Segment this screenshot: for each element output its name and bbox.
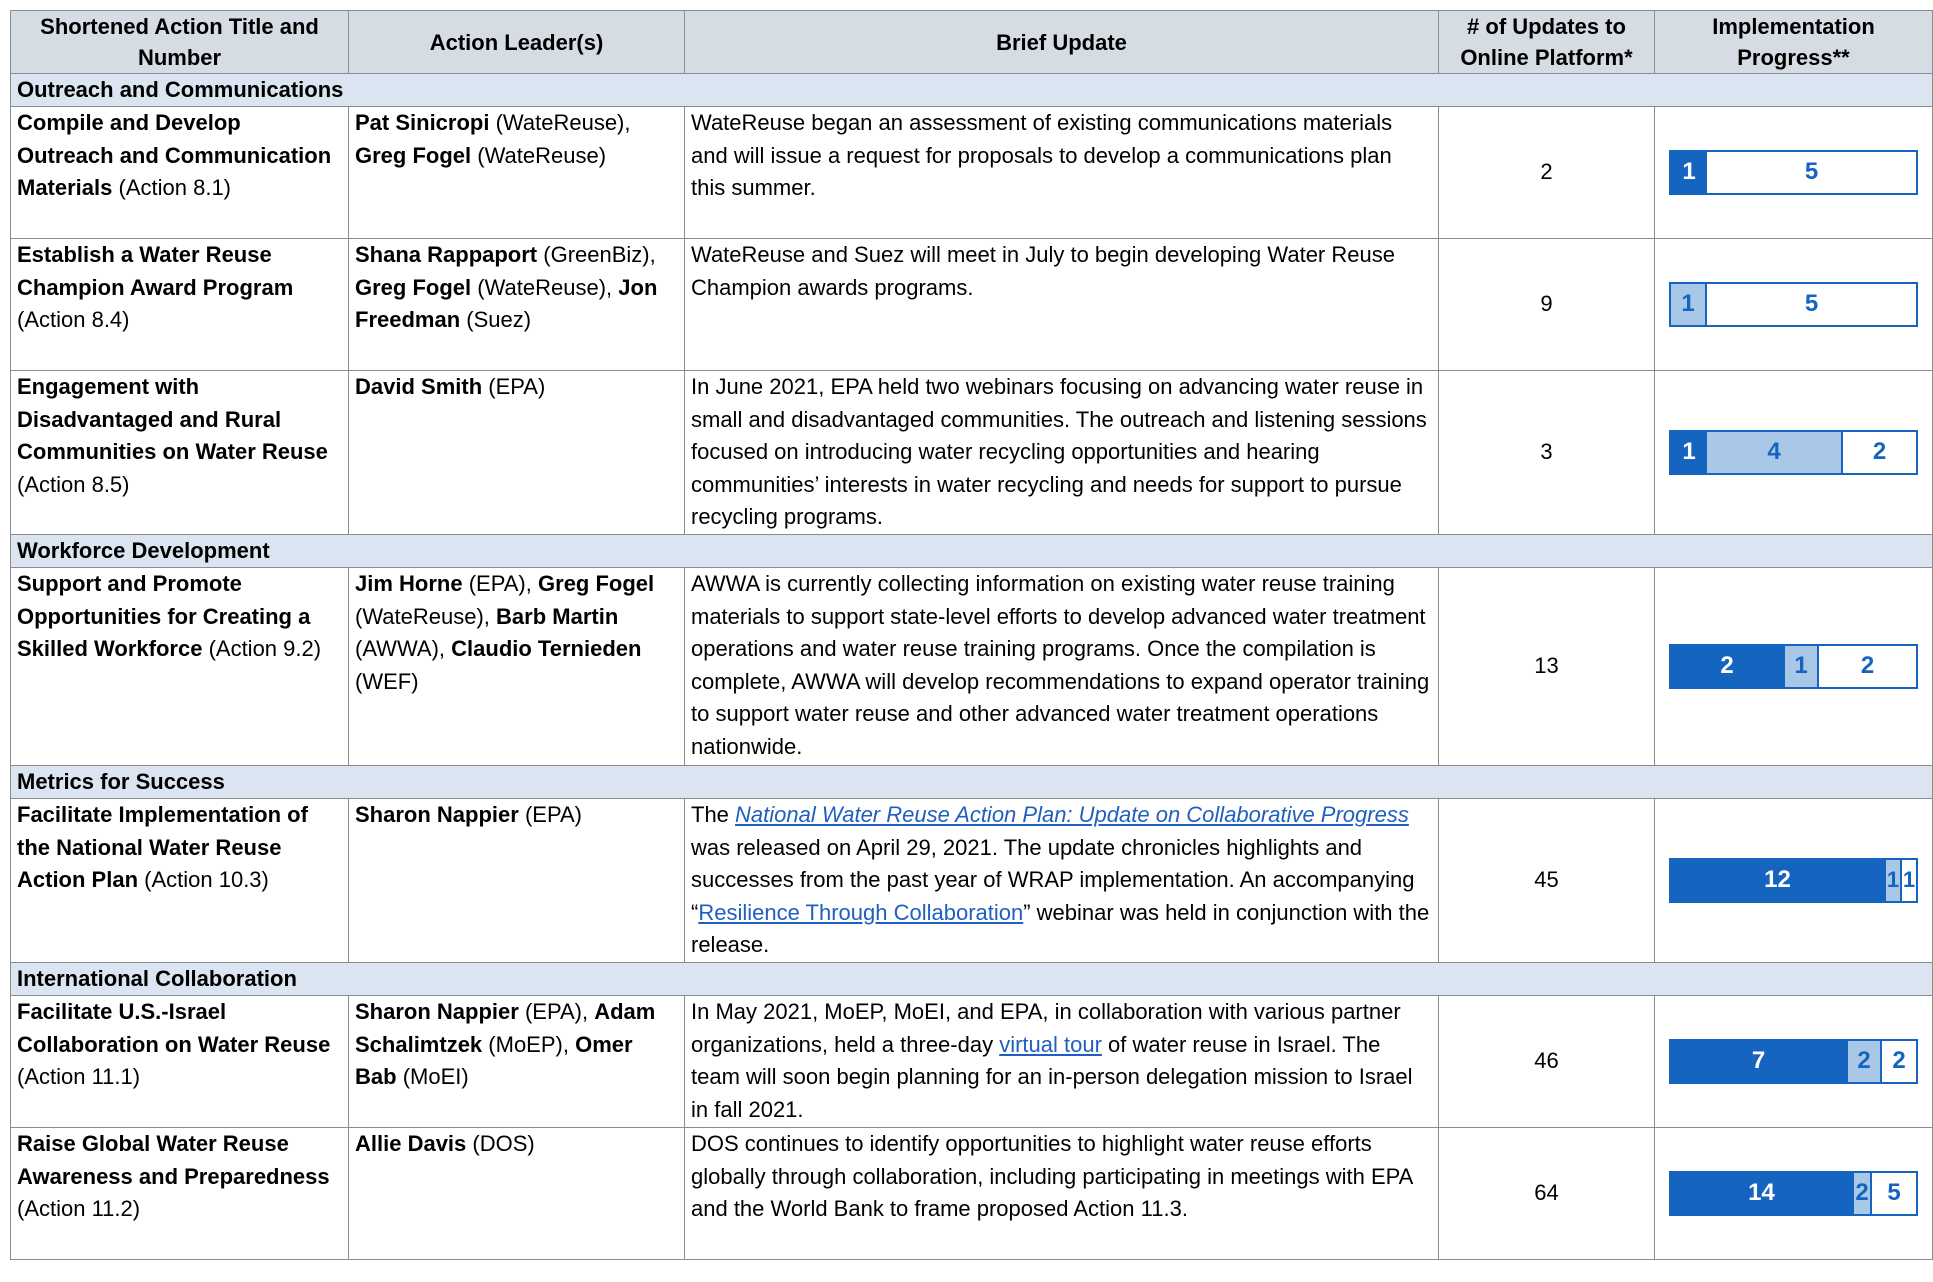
section-title: Outreach and Communications <box>11 74 1933 107</box>
link-virtual-tour[interactable]: virtual tour <box>999 1031 1102 1057</box>
progress-seg-notstarted: 2 <box>1819 646 1916 687</box>
action-number: (Action 10.3) <box>144 867 269 892</box>
leaders-cell <box>349 371 685 535</box>
leader-name: Barb Martin <box>496 603 619 629</box>
section-title: Metrics for Success <box>11 766 1933 799</box>
updates-count: 45 <box>1439 799 1655 963</box>
update-cell: WateReuse and Suez will meet in July to begin developing Water Reuse Champion awards programs. <box>685 239 1439 371</box>
leader-org: (WateReuse) <box>355 603 484 629</box>
action-number: (Action 11.1) <box>17 1064 141 1089</box>
progress-bar <box>1669 1171 1918 1216</box>
leader-org: (WEF) <box>355 668 419 694</box>
table-row <box>11 107 1933 239</box>
leader-org: (MoEI) <box>402 1064 469 1089</box>
header-row <box>11 11 1933 74</box>
update-cell: In June 2021, EPA held two webinars focusing on advancing water reuse in small and disadvantaged communities. The outreach and listening sessions focused on introducing water recycling opportunities and hearing communities’ interests in water recycling and needs for support to pursue recycling programs. <box>685 371 1439 535</box>
progress-seg-complete: 12 <box>1671 860 1884 901</box>
leader-name: David Smith <box>355 374 483 399</box>
update-cell: AWWA is currently collecting information on existing water reuse training materials to support state-level efforts to develop advanced water treatment operations and water reuse training programs. Once the compilation is complete, AWWA will develop recommendations to expand operator training to support water reuse and other advanced water treatment operations nationwide. <box>685 568 1439 766</box>
leader-org: (EPA) <box>468 571 526 596</box>
action-title-cell <box>11 371 349 535</box>
leaders-cell <box>349 107 685 239</box>
header-progress: Implementation Progress** <box>1655 11 1933 74</box>
action-title-cell <box>11 107 349 239</box>
leader-org: (EPA) <box>524 802 582 827</box>
progress-seg-complete: 1 <box>1671 432 1707 473</box>
progress-bar <box>1669 858 1918 903</box>
updates-count: 64 <box>1439 1128 1655 1260</box>
update-cell <box>685 996 1439 1128</box>
header-leaders: Action Leader(s) <box>349 11 685 74</box>
leaders-cell <box>349 799 685 963</box>
link-webinar[interactable]: Resilience Through Collaboration <box>698 899 1024 925</box>
table-row <box>11 1128 1933 1260</box>
progress-cell <box>1655 239 1933 371</box>
leader-name: Claudio Ternieden <box>451 636 642 661</box>
action-title-cell <box>11 239 349 371</box>
leader-name: Shana Rappaport <box>355 242 538 267</box>
progress-seg-notstarted: 5 <box>1707 284 1916 325</box>
leader-name: Sharon Nappier <box>355 999 519 1024</box>
leader-sep: , <box>649 242 656 267</box>
section-title: International Collaboration <box>11 963 1933 996</box>
updates-count: 3 <box>1439 371 1655 535</box>
update-text: ” webinar was held in conjunction with the release. <box>691 899 1430 957</box>
leader-name: Allie Davis <box>355 1131 467 1156</box>
leader-org: (WateReuse) <box>495 110 625 135</box>
progress-cell <box>1655 996 1933 1128</box>
progress-bar <box>1669 644 1918 689</box>
leader-sep: , <box>483 603 490 629</box>
action-title: Establish a Water Reuse Champion Award Program <box>17 242 294 300</box>
update-cell: DOS continues to identify opportunities to highlight water reuse efforts globally through collaboration, including participating in meetings with EPA and the World Bank to frame proposed Action 11.3. <box>685 1128 1439 1260</box>
action-number: (Action 9.2) <box>208 636 322 661</box>
wrap-progress-table <box>10 10 1933 1260</box>
progress-cell <box>1655 568 1933 766</box>
leader-name: Greg Fogel <box>355 274 472 300</box>
table-row <box>11 371 1933 535</box>
leader-org: (EPA) <box>488 374 546 399</box>
table-row <box>11 996 1933 1128</box>
update-cell <box>685 799 1439 963</box>
leader-org: (MoEP) <box>488 1031 563 1057</box>
action-title: Facilitate Implementation of the National Water Reuse Action Plan <box>17 802 308 892</box>
leader-org: (Suez) <box>466 307 532 332</box>
progress-seg-inprogress: 2 <box>1852 1173 1872 1214</box>
update-cell: WateReuse began an assessment of existing communications materials and will issue a request for proposals to develop a communications plan this summer. <box>685 107 1439 239</box>
progress-seg-notstarted: 1 <box>1902 860 1916 901</box>
leader-org: (WateReuse) <box>477 274 607 300</box>
updates-count: 2 <box>1439 107 1655 239</box>
header-count: # of Updates to Online Platform* <box>1439 11 1655 74</box>
section-row <box>11 74 1933 107</box>
progress-seg-complete: 2 <box>1671 646 1783 687</box>
leader-sep: , <box>624 110 631 135</box>
leader-name: Greg Fogel <box>538 571 655 596</box>
progress-seg-notstarted: 5 <box>1872 1173 1916 1214</box>
leader-name: Greg Fogel <box>355 142 472 168</box>
update-text: of water reuse in Israel. The team will soon begin planning for an in-person delegation mission to Israel in fall 2021. <box>691 1031 1413 1122</box>
progress-seg-inprogress: 1 <box>1884 860 1902 901</box>
update-text: The <box>691 802 736 827</box>
action-title-cell <box>11 1128 349 1260</box>
section-title: Workforce Development <box>11 535 1933 568</box>
leader-org: (EPA) <box>524 999 582 1024</box>
leader-org: (GreenBiz) <box>543 242 650 267</box>
leader-name: Adam Schalimtzek <box>355 999 656 1057</box>
progress-seg-complete: 7 <box>1671 1041 1846 1082</box>
progress-bar <box>1669 1039 1918 1084</box>
link-wrap-update-report[interactable]: National Water Reuse Action Plan: Update on Collaborative Progress <box>735 802 1409 827</box>
progress-seg-inprogress: 2 <box>1846 1041 1882 1082</box>
leader-name: Pat Sinicropi <box>355 110 490 135</box>
leader-sep: , <box>606 274 613 300</box>
action-title: Support and Promote Opportunities for Creating a Skilled Workforce <box>17 571 311 661</box>
progress-seg-complete: 14 <box>1671 1173 1852 1214</box>
update-text: In May 2021, MoEP, MoEI, and EPA, in collaboration with various partner organizations, held a three-day <box>691 999 1401 1057</box>
leaders-cell <box>349 239 685 371</box>
action-title-cell <box>11 996 349 1128</box>
leaders-cell <box>349 996 685 1128</box>
leader-sep: , <box>581 999 589 1024</box>
table-row <box>11 568 1933 766</box>
action-number: (Action 8.5) <box>17 471 130 497</box>
section-row <box>11 535 1933 568</box>
leader-name: Jon Freedman <box>355 274 658 332</box>
leaders-cell <box>349 1128 685 1260</box>
progress-cell <box>1655 107 1933 239</box>
action-title: Facilitate U.S.-Israel Collaboration on Water Reuse <box>17 999 331 1057</box>
header-update: Brief Update <box>685 11 1439 74</box>
action-title-cell <box>11 568 349 766</box>
action-title: Raise Global Water Reuse Awareness and Preparedness <box>17 1131 330 1189</box>
progress-bar <box>1669 430 1918 475</box>
progress-seg-complete: 1 <box>1671 152 1707 193</box>
header-title: Shortened Action Title and Number <box>11 11 349 74</box>
leader-sep: , <box>438 636 446 661</box>
leader-org: (DOS) <box>472 1131 535 1156</box>
progress-seg-notstarted: 2 <box>1882 1041 1916 1082</box>
action-number: (Action 8.4) <box>17 307 130 332</box>
leader-sep: , <box>525 571 532 596</box>
update-text: was released on April 29, 2021. The update chronicles highlights and successes from the past year of WRAP implementation. An accompanying “ <box>691 834 1415 925</box>
leader-name: Omer Bab <box>355 1031 633 1089</box>
progress-cell <box>1655 371 1933 535</box>
progress-seg-notstarted: 5 <box>1707 152 1916 193</box>
section-row <box>11 963 1933 996</box>
progress-cell <box>1655 799 1933 963</box>
leader-org: (WateReuse) <box>477 142 607 168</box>
progress-seg-notstarted: 2 <box>1843 432 1916 473</box>
leader-sep: , <box>562 1031 569 1057</box>
action-number: (Action 11.2) <box>17 1196 141 1221</box>
leader-name: Jim Horne <box>355 571 463 596</box>
table-row <box>11 239 1933 371</box>
updates-count: 13 <box>1439 568 1655 766</box>
action-title: Compile and Develop Outreach and Communication Materials <box>17 110 332 200</box>
action-title-cell <box>11 799 349 963</box>
updates-count: 46 <box>1439 996 1655 1128</box>
progress-seg-inprogress: 4 <box>1707 432 1843 473</box>
progress-seg-inprogress: 1 <box>1783 646 1819 687</box>
updates-count: 9 <box>1439 239 1655 371</box>
leader-org: (AWWA) <box>355 636 439 661</box>
progress-bar <box>1669 150 1918 195</box>
table-row <box>11 799 1933 963</box>
section-row <box>11 766 1933 799</box>
leaders-cell <box>349 568 685 766</box>
progress-seg-inprogress: 1 <box>1671 284 1707 325</box>
progress-cell <box>1655 1128 1933 1260</box>
action-title: Engagement with Disadvantaged and Rural Communities on Water Reuse <box>17 374 328 464</box>
leader-name: Sharon Nappier <box>355 802 519 827</box>
action-number: (Action 8.1) <box>118 175 232 200</box>
progress-bar <box>1669 282 1918 327</box>
